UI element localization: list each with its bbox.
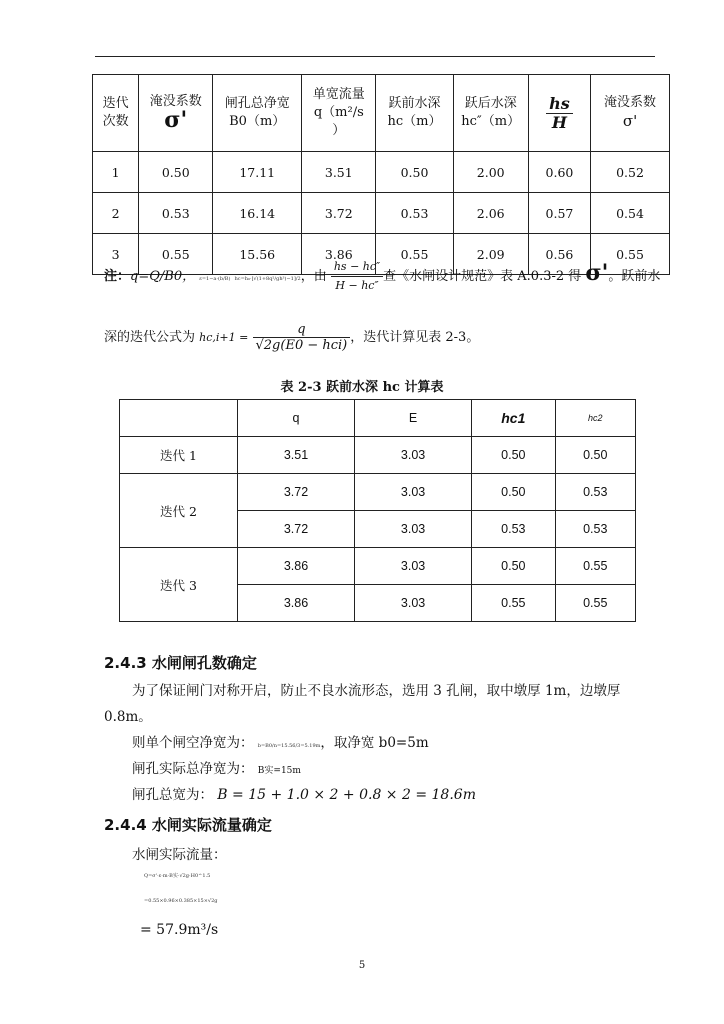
cell: 3.86 <box>237 585 354 622</box>
header-ratio <box>528 75 590 152</box>
table-row <box>120 437 636 474</box>
note-fraction-den: H − hc″ <box>335 279 379 292</box>
cell: 0.53 <box>555 474 635 511</box>
cell: 0.50 <box>472 474 555 511</box>
line3-formula: B = 15 + 1.0 × 2 + 0.8 × 2 = 18.6m <box>217 787 476 803</box>
header-hc2: hc2 <box>555 400 635 437</box>
iter-label: 迭代 3 <box>120 548 238 622</box>
cell: 0.52 <box>591 152 670 193</box>
flow-result: = 57.9m³/s <box>140 922 219 938</box>
header-q: q <box>237 400 354 437</box>
single-span-width-line <box>132 730 692 759</box>
header-ratio-num: hs <box>546 95 573 114</box>
table-note <box>104 258 664 295</box>
cell: 0.55 <box>376 234 453 275</box>
header-ratio-fraction <box>546 95 573 132</box>
cell: 3.03 <box>355 548 472 585</box>
cell: 0.55 <box>555 585 635 622</box>
header-b0-unit: B0（m） <box>229 114 286 129</box>
formula-num: q <box>253 322 351 338</box>
header-hc2-unit: hc″（m） <box>461 114 521 129</box>
note-tiny-formula-1: ε=1−a·(b/B) <box>199 276 231 282</box>
cell: 3.51 <box>237 437 354 474</box>
cell: 0.53 <box>555 511 635 548</box>
header-sigma2-symbol: σ' <box>622 112 638 130</box>
line1-tiny-formula: b=B0/n=15.56/3=5.19m <box>257 743 321 749</box>
iteration-row <box>93 193 670 234</box>
cell: 0.55 <box>555 548 635 585</box>
header-hc <box>376 75 453 152</box>
header-q <box>302 75 376 152</box>
header-q-unit: q（m²/s <box>313 105 364 120</box>
header-sub-coef <box>139 75 213 152</box>
note-tiny-formula-2: hc=h₀·[√(1+8q²/gh³)−1]/2 <box>234 276 301 282</box>
header-hc1: hc1 <box>472 400 555 437</box>
cell: 0.50 <box>139 152 213 193</box>
cell: 0.50 <box>376 152 453 193</box>
cell: 0.50 <box>472 437 555 474</box>
header-sub-coef-label: 淹没系数 <box>149 94 202 109</box>
formula-den: √2g(E0 − hci) <box>255 338 348 353</box>
cell: 0.54 <box>591 193 670 234</box>
cell: 16.14 <box>213 193 302 234</box>
header-sub-coef2 <box>591 75 670 152</box>
note-fraction <box>331 258 383 295</box>
total-net-width-line <box>132 756 692 784</box>
table-row <box>120 474 636 511</box>
header-hc2 <box>453 75 528 152</box>
cell: 0.50 <box>472 548 555 585</box>
total-width-line <box>132 782 692 808</box>
note-by: ，由 <box>300 269 327 284</box>
iteration-table-header <box>93 75 670 152</box>
note-fraction-num: hs − hc″ <box>331 258 383 277</box>
para1-text: 为了保证闸门对称开启，防止不良水流形态，选用 3 孔闸，取中墩厚 1m，边墩厚 <box>132 683 621 699</box>
cell: 3.72 <box>302 193 376 234</box>
table-row <box>120 548 636 585</box>
cell: 2 <box>93 193 139 234</box>
iter-label: 迭代 1 <box>120 437 238 474</box>
section-2-4-3-para <box>104 678 664 704</box>
line1-prefix: 则单个闸空净宽为： <box>132 735 254 751</box>
table2-caption: 表 2-3 跃前水深 hc 计算表 <box>280 380 444 395</box>
section-2-4-3-title: 2.4.3 水闸闸孔数确定 <box>104 654 257 672</box>
formula-prefix: 深的迭代公式为 <box>104 330 196 345</box>
section-2-4-4-title: 2.4.4 水闸实际流量确定 <box>104 816 272 834</box>
cell: 3 <box>93 234 139 275</box>
cell: 0.55 <box>139 234 213 275</box>
header-sub-coef2-label: 淹没系数 <box>604 95 657 110</box>
cell: 0.60 <box>528 152 590 193</box>
cell: 3.72 <box>237 511 354 548</box>
cell: 2.00 <box>453 152 528 193</box>
header-q-close: ） <box>332 123 346 138</box>
formula-fraction <box>253 322 351 353</box>
formula-suffix: ，迭代计算见表 2-3。 <box>350 330 480 345</box>
cell: 3.86 <box>302 234 376 275</box>
header-sigma-symbol: σ' <box>164 107 188 133</box>
formula-lhs: hc,i+1 = <box>199 331 249 344</box>
header-iter-line1: 迭代 <box>102 96 129 111</box>
header-hc-label: 跃前水深 <box>388 96 441 111</box>
iter-label: 迭代 2 <box>120 474 238 548</box>
header-b0 <box>213 75 302 152</box>
cell: 0.53 <box>139 193 213 234</box>
cell: 0.53 <box>472 511 555 548</box>
cell: 15.56 <box>213 234 302 275</box>
cell: 3.03 <box>355 511 472 548</box>
cell: 3.03 <box>355 474 472 511</box>
cell: 0.50 <box>555 437 635 474</box>
cell: 3.51 <box>302 152 376 193</box>
note-text1: 查《水闸设计规范》表 A.0.3-2 得 <box>383 269 582 284</box>
header-hc-unit: hc（m） <box>387 114 442 129</box>
cell: 17.11 <box>213 152 302 193</box>
flow-tiny-formula-a: Q=σ'·ε·m·B实·√2g·H0^1.5 <box>144 873 211 879</box>
cell: 1 <box>93 152 139 193</box>
header-iter-line2: 次数 <box>102 114 129 129</box>
note-sigma: σ' <box>585 260 609 286</box>
cell: 3.03 <box>355 437 472 474</box>
header-q-label: 单宽流量 <box>312 87 365 102</box>
cell: 3.86 <box>237 548 354 585</box>
header-b0-label: 闸孔总净宽 <box>224 96 290 111</box>
header-e: E <box>355 400 472 437</box>
line3-prefix: 闸孔总宽为： <box>132 787 213 803</box>
cell: 2.06 <box>453 193 528 234</box>
cell: 0.56 <box>528 234 590 275</box>
line1-suffix: ，取净宽 b0=5m <box>320 735 429 751</box>
flow-tiny-formula-b: =0.55×0.96×0.385×15×√2g <box>144 898 218 904</box>
hc-calc-table <box>119 399 636 622</box>
line2-value: B实=15m <box>257 766 301 776</box>
note-text2: 。跃前水 <box>608 269 661 284</box>
page-number: 5 <box>358 960 366 971</box>
cell: 3.72 <box>237 474 354 511</box>
header-ratio-den: H <box>551 112 567 132</box>
cell: 3.03 <box>355 585 472 622</box>
cell: 0.53 <box>376 193 453 234</box>
header-iter <box>93 75 139 152</box>
header-empty <box>120 400 238 437</box>
hc-table-header <box>120 400 636 437</box>
iteration-row <box>93 152 670 193</box>
line2-prefix: 闸孔实际总净宽为： <box>132 761 254 777</box>
cell: 0.55 <box>591 234 670 275</box>
iteration-table <box>92 74 670 275</box>
cell: 2.09 <box>453 234 528 275</box>
section-2-4-3-para-cont: 0.8m。 <box>104 709 152 725</box>
iteration-formula-line <box>104 322 479 353</box>
actual-flow-label: 水闸实际流量： <box>132 847 227 863</box>
cell: 0.55 <box>472 585 555 622</box>
cell: 0.57 <box>528 193 590 234</box>
note-prefix: 注： <box>104 269 131 284</box>
header-hc2-label: 跃后水深 <box>464 96 517 111</box>
header-rule <box>95 56 655 57</box>
note-q-def: q=Q/B0， <box>130 269 196 284</box>
